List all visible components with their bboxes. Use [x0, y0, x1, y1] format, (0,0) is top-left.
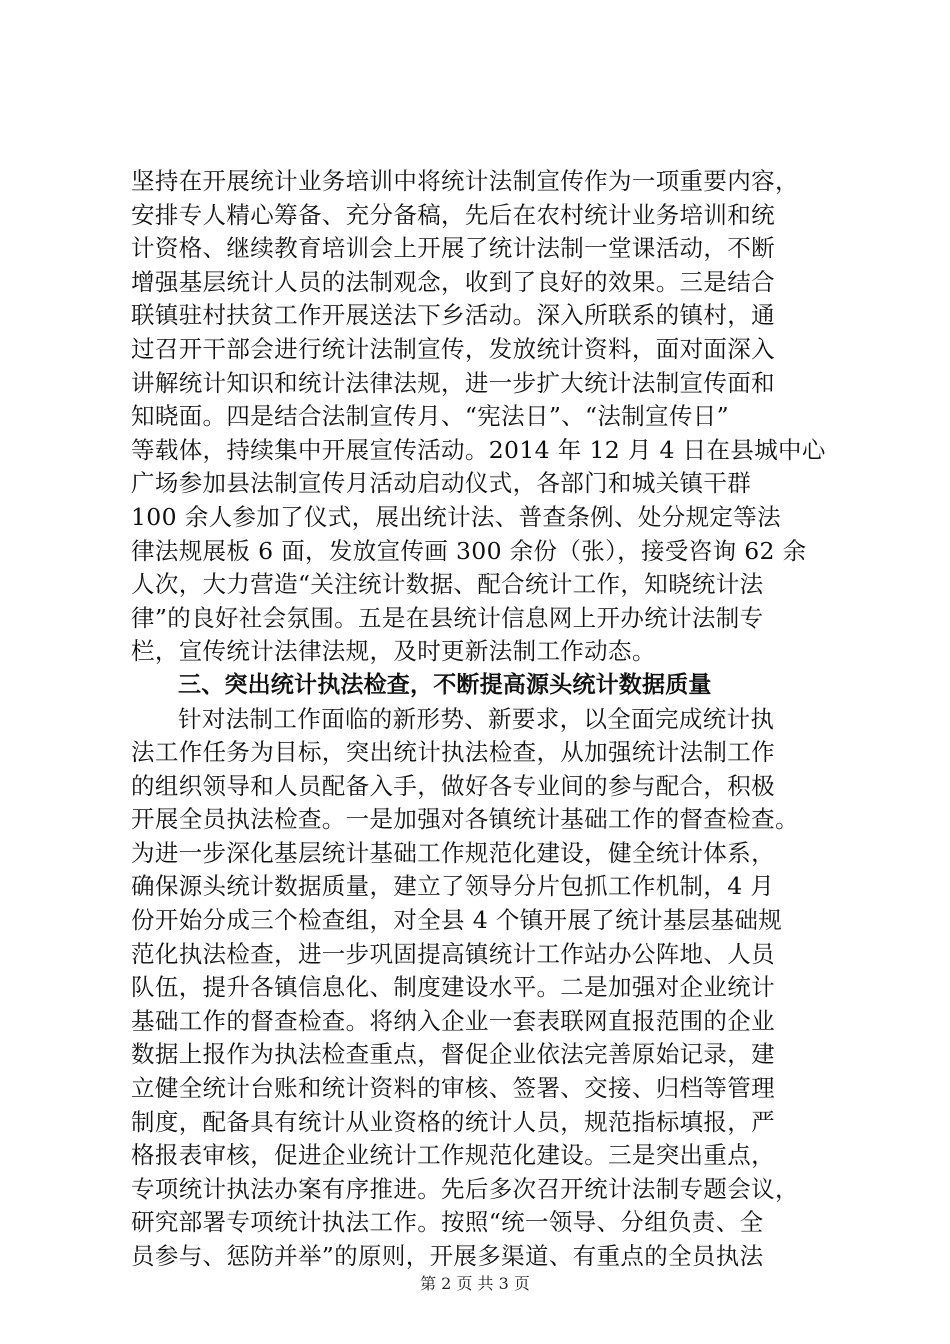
text-line: 广场参加县法制宣传月活动启动仪式，各部门和城关镇干群	[131, 469, 752, 498]
text-line: 基础工作的督查检查。将纳入企业一套表联网直报范围的企业	[131, 1006, 775, 1035]
text-line: 联镇驻村扶贫工作开展送法下乡活动。深入所联系的镇村，通	[131, 301, 775, 330]
text-line: 的组织领导和人员配备入手，做好各专业间的参与配合，积极	[131, 771, 775, 800]
section-heading: 三、突出统计执法检查，不断提高源头统计数据质量	[178, 671, 712, 698]
body-text	[131, 165, 831, 1274]
text-line: 为进一步深化基层统计基础工作规范化建设，健全统计体系，	[131, 838, 775, 867]
text-line: 数据上报作为执法检查重点，督促企业依法完善原始记录，建	[131, 1040, 775, 1069]
text-line: 律法规展板 6 面，发放宣传画 300 余份（张），接受咨询 62 余	[131, 536, 807, 565]
text-line: 份开始分成三个检查组，对全县 4 个镇开展了统计基层基础规	[131, 906, 783, 935]
text-line: 人次，大力营造“关注统计数据、配合统计工作，知晓统计法	[131, 570, 764, 599]
text-line: 计资格、继续教育培训会上开展了统计法制一堂课活动，不断	[131, 234, 775, 263]
text-line: 确保源头统计数据质量，建立了领导分片包抓工作机制，4 月	[131, 872, 775, 901]
text-line: 员参与、惩防并举”的原则，开展多渠道、有重点的全员执法	[131, 1242, 764, 1270]
text-line: 100 余人参加了仪式，展出统计法、普查条例、处分规定等法	[131, 502, 781, 531]
text-line: 制度，配备具有统计从业资格的统计人员，规范指标填报，严	[131, 1107, 775, 1136]
text-line: 增强基层统计人员的法制观念，收到了良好的效果。三是结合	[131, 267, 775, 296]
text-line: 研究部署专项统计执法工作。按照“统一领导、分组负责、全	[131, 1208, 764, 1237]
text-line: 格报表审核，促进企业统计工作规范化建设。三是突出重点，	[131, 1141, 775, 1170]
text-line: 栏，宣传统计法律法规，及时更新法制工作动态。	[131, 637, 656, 666]
text-line: 法工作任务为目标，突出统计执法检查，从加强统计法制工作	[131, 738, 775, 767]
text-line: 立健全统计台账和统计资料的审核、签署、交接、归档等管理	[131, 1074, 775, 1103]
text-line: 律”的良好社会氛围。五是在县统计信息网上开办统计法制专	[131, 603, 764, 632]
text-line: 开展全员执法检查。一是加强对各镇统计基础工作的督查检查。	[131, 805, 799, 834]
text-line: 专项统计执法办案有序推进。先后多次召开统计法制专题会议，	[131, 1174, 799, 1203]
text-line: 安排专人精心筹备、充分备稿，先后在农村统计业务培训和统	[131, 200, 775, 229]
text-line: 过召开干部会进行统计法制宣传，发放统计资料，面对面深入	[131, 334, 775, 363]
text-line: 等载体，持续集中开展宣传活动。2014 年 12 月 4 日在县城中心	[131, 435, 826, 464]
page-footer: 第 2 页 共 3 页	[420, 1274, 530, 1293]
text-line: 范化执法检查，进一步巩固提高镇统计工作站办公阵地、人员	[131, 939, 775, 968]
text-line: 知晓面。四是结合法制宣传月、“宪法日”、“法制宣传日”	[131, 402, 730, 431]
text-line: 坚持在开展统计业务培训中将统计法制宣传作为一项重要内容，	[131, 167, 799, 195]
text-line: 讲解统计知识和统计法律法规，进一步扩大统计法制宣传面和	[131, 368, 775, 397]
text-line: 针对法制工作面临的新形势、新要求，以全面完成统计执	[178, 704, 775, 733]
text-line: 队伍，提升各镇信息化、制度建设水平。二是加强对企业统计	[131, 973, 775, 1002]
